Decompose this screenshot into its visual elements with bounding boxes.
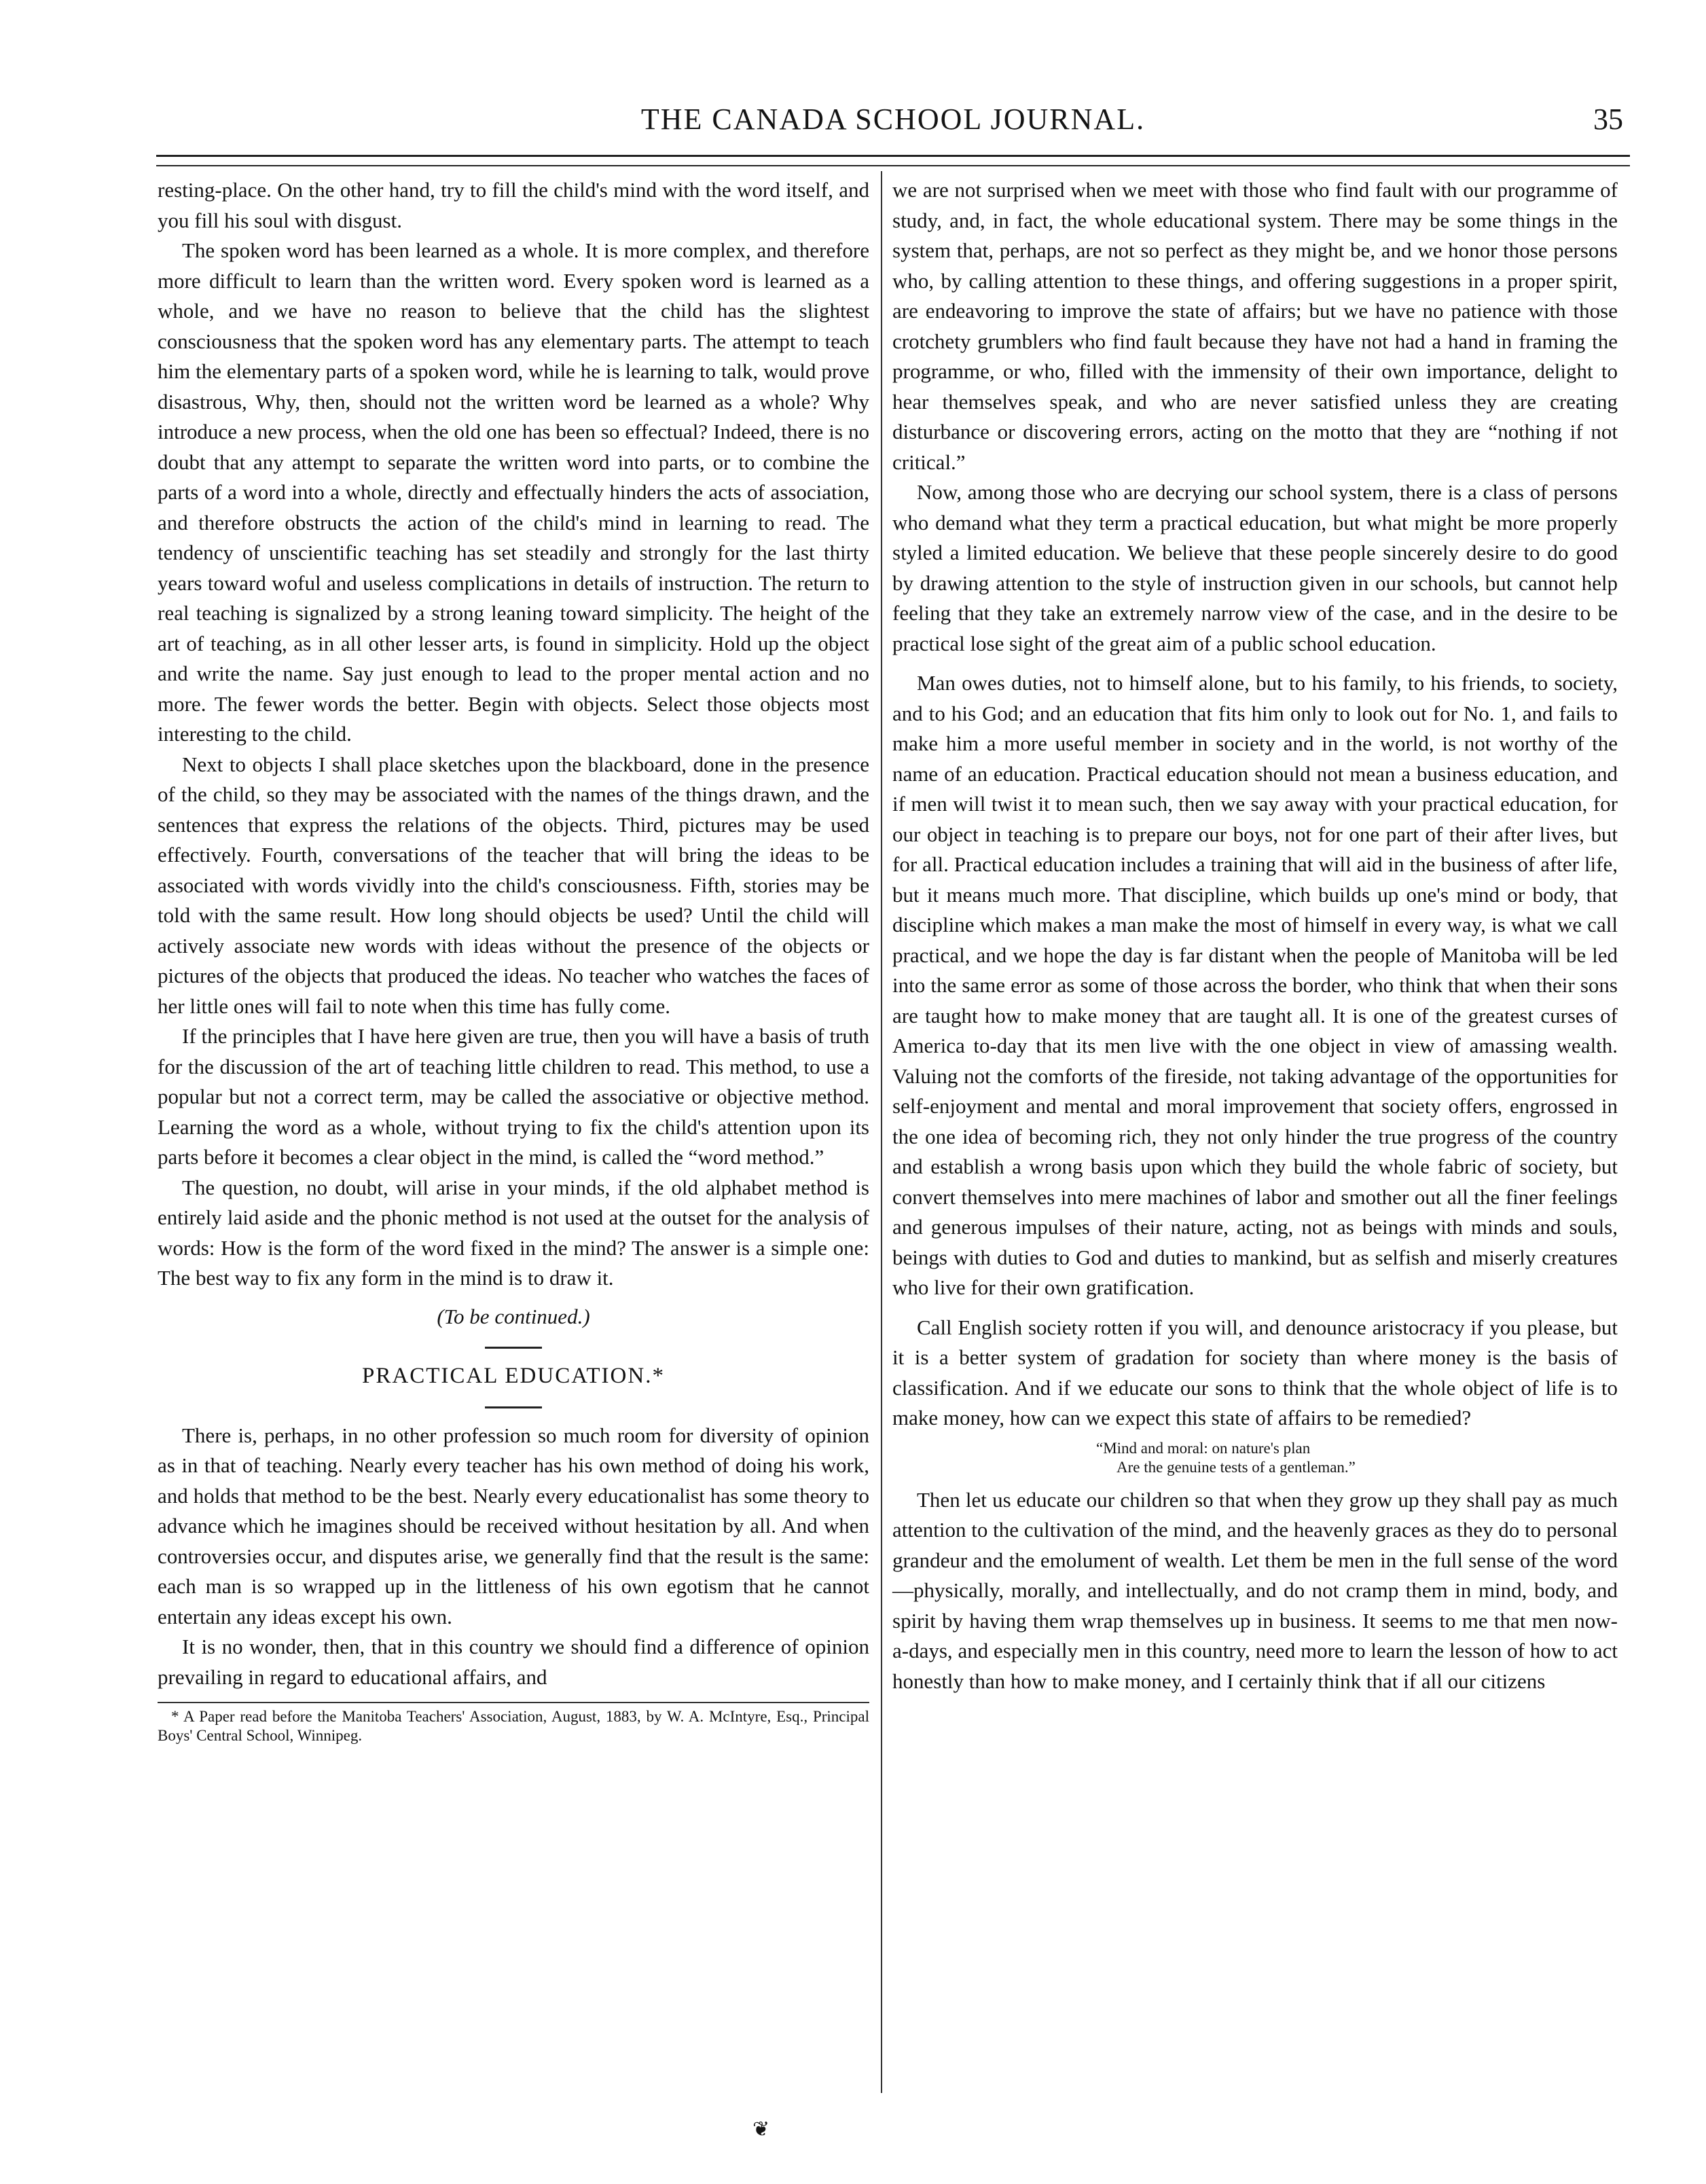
column-divider (881, 171, 882, 2093)
quote-line: Are the genuine tests of a gentleman.” (1117, 1458, 1356, 1476)
page-header (156, 102, 1630, 143)
paragraph: Man owes duties, not to himself alone, but to his family, to his friends, to society, and to his God; and an education that fits him only to look out for No. 1, and fails to make him a more useful member in society and in the world, is not worthy of the name of an education. Practical education should not mean a business education, and if men will twist it to mean such, then we say away with your practical education, for our object in teaching is to prepare our boys, not for one part of their after lives, but for all. Practical education includes a training that will aid in the business of after life, but it means much more. That discipline, which builds up one's mind or body, that discipline which makes a man make the most of himself in every way, is what we call practical, and we hope the day is far distant when the people of Manitoba will be led into the same error as some of those across the border, who think that when their sons are taught how to make money that are taught all. It is one of the greatest curses of America to-day that its men live with the one object in view of amassing wealth. Valuing not the comforts of the fireside, not taking advantage of the opportunities for self-enjoyment and mental and moral improvement that society offers, engrossed in the one idea of becoming rich, they not only hinder the true progress of the country and establish a wrong basis upon which they build the whole fabric of society, but convert themselves into mere machines of labor and smother out all the finer feelings and generous impulses of their nature, acting, not as beings with minds and souls, beings with duties to God and duties to mankind, but as selfish and miserly creatures who live for their own gratification. (892, 671, 1618, 1299)
quote-line: “Mind and moral: on nature's plan (1096, 1439, 1311, 1457)
paragraph: Call English society rotten if you will, and denounce aristocracy if you please, but it is a better system of gradation for society than where money is the basis of classification. And if we educate our sons to think that the whole object of life is to make money, how can we expect this state of affairs to be remedied? (892, 1315, 1618, 1430)
footnote: * A Paper read before the Manitoba Teachers' Association, August, 1883, by W. A. McIntyre, Esq., Principal Boys' Central School, Winnipeg. (158, 1708, 869, 1744)
paragraph: we are not surprised when we meet with those who find fault with our programme of study, and, in fact, the whole educational system. There may be some things in the system that, perhaps, are not so perfect as they might be, and we honor those persons who, by calling attention to these things, and offering suggestions in a proper spirit, are endeavoring to improve the state of affairs; but we have no patience with those crotchety grumblers who find fault because they have not had a hand in framing the programme, or who, filled with the immensity of their own importance, delight to hear themselves speak, and who are never satisfied unless they are creating disturbance or discovering errors, acting on the motto that they are “nothing if not critical.” (892, 178, 1618, 474)
section-title: PRACTICAL EDUCATION.* (362, 1364, 665, 1388)
continued-note: (To be continued.) (437, 1304, 590, 1328)
ornament-icon: ❦ (752, 2118, 770, 2141)
left-column (158, 175, 869, 1745)
paragraph: The question, no doubt, will arise in your minds, if the old alphabet method is entirely laid aside and the phonic method is not used at the outset for the analysis of words: How is the form of the word fixed in the mind? The answer is a simple one: The best way to fix any form in the mind is to draw it. (158, 1175, 869, 1290)
paragraph: There is, perhaps, in no other profession so much room for diversity of opinion as in that of teaching. Nearly every teacher has his own method of doing his work, and holds that method to be the best. Nearly every educationalist has some theory to advance which he imagines should be received without hesitation by all. And when controversies occur, and disputes arise, we generally find that the result is the same: each man is so wrapped up in the littleness of his own egotism that he cannot entertain any ideas except his own. (158, 1423, 869, 1628)
paragraph: Now, among those who are decrying our school system, there is a class of persons who demand what they term a practical education, but what might be more properly styled a limited education. We believe that these people sincerely desire to do good by drawing attention to the style of instruction given in our schools, but cannot help feeling that they take an extremely narrow view of the case, and in the desire to be practical lose sight of the great aim of a public school education. (892, 480, 1618, 655)
page-number: 35 (1593, 103, 1623, 136)
paragraph: The spoken word has been learned as a whole. It is more complex, and therefore more difficult to learn than the written word. Every spoken word is learned as a whole, and we have no reason to believe that the child has the slightest consciousness that the spoken word has any elementary parts. The attempt to teach him the elementary parts of a spoken word, while he is learning to talk, would prove disastrous, Why, then, should not the written word be learned as a whole? Why introduce a new process, when the old one has been so effectual? Indeed, there is no doubt that any attempt to separate the written word into parts, or to combine the parts of a word into a whole, directly and effectually hinders the acts of association, and therefore obstructs the action of the child's mind in learning to read. The tendency of unscientific teaching has set steadily and strongly for the last thirty years toward woful and useless complications in details of instruction. The return to real teaching is signalized by a strong leaning toward simplicity. The height of the art of teaching, as in all other lesser arts, is found in simplicity. Hold up the object and write the name. Say just enough to lead to the proper mental action and no more. The fewer words the better. Begin with objects. Select those objects most interesting to the child. (158, 238, 869, 746)
header-rule (156, 155, 1630, 166)
footnote-rule (158, 1702, 869, 1703)
paragraph: It is no wonder, then, that in this country we should find a difference of opinion prevailing in regard to educational affairs, and (158, 1635, 869, 1689)
right-column (892, 175, 1618, 1696)
section-divider (485, 1347, 542, 1349)
paragraph: Then let us educate our children so that when they grow up they shall pay as much attention to the cultivation of the mind, and the heavenly graces as they do to personal grandeur and the emolument of wealth. Let them be men in the full sense of the word—physically, morally, and intellectually, and do not cramp them in mind, body, and spirit by having them wrap themselves up in business. It seems to me that men now-a-days, and especially men in this country, need more to learn the lesson of how to act honestly than how to make money, and I certainly think that if all our citizens (892, 1487, 1618, 1693)
paragraph: If the principles that I have here given are true, then you will have a basis of truth for the discussion of the art of teaching little children to read. This method, to use a popular but not a correct term, may be called the associative or objective method. Learning the word as a whole, without trying to fix the child's attention upon its parts before it becomes a clear object in the mind, is called the “word method.” (158, 1024, 869, 1169)
paragraph: Next to objects I shall place sketches upon the blackboard, done in the presence of the child, so they may be associated with the names of the things drawn, and the sentences that express the relations of the objects. Third, pictures may be used effectively. Fourth, conversations of the teacher that will bring the ideas to be associated with words vividly into the child's consciousness. Fifth, stories may be told with the same result. How long should objects be used? Until the child will actively associate new words with ideas without the presence of the objects or pictures of the objects that produced the ideas. No teacher who watches the faces of her little ones will fail to note when this time has fully come. (158, 752, 869, 1018)
verse-quote (892, 1439, 1618, 1477)
section-divider (485, 1406, 542, 1408)
paragraph: resting-place. On the other hand, try to fill the child's mind with the word itself, and you fill his soul with disgust. (158, 178, 869, 232)
journal-title: THE CANADA SCHOOL JOURNAL. (640, 103, 1146, 136)
